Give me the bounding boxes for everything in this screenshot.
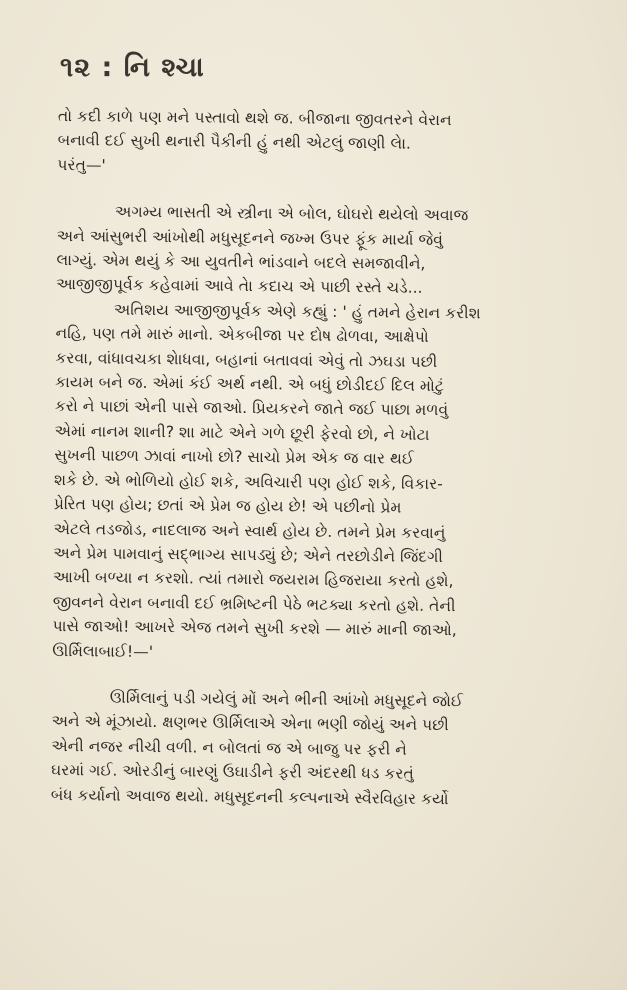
text-line: અતિશય આજીજીપૂર્વક એણે કહ્યું : ' હું તમને હેરાન કરીશ: [113, 300, 481, 323]
text-line: લાગ્યું. એમ થયું કે આ યુવતીને ભાંડવાને બદલે સમજાવીને,: [56, 251, 426, 273]
text-line: પરંતુ—': [57, 155, 106, 175]
text-line: એમાં નાનમ શાની? શા માટે એને ગળે છૂરી ફેરવો છો, ને ખોટા: [54, 421, 430, 444]
paragraph: [56, 199, 587, 302]
text-line: ઊર્મિલાબાઈ!—': [52, 641, 154, 661]
page-header: [60, 52, 205, 84]
text-line: અગમ્ય ભાસતી એ સ્ત્રીના એ બોલ, ઘોઘરો થયેલો અવાજ: [114, 202, 469, 225]
page-number: ૧૨: [60, 52, 92, 83]
text-line: ઘરમાં ગઈ. ઓરડીનું બારણું ઉઘાડીને ફરી અંદરથી ધડ કરતું: [50, 761, 414, 783]
text-line: જીવનને વેરાન બનાવી દઈ ભ્રમિષ્ટની પેઠે ભટક્યા કરતો હશે. તેની: [52, 592, 456, 615]
paragraph: [52, 297, 586, 669]
text-line: પાસે જાઓ! આખરે એજ તમને સુખી કરશે — મારું માની જાઓ,: [52, 617, 457, 640]
text-line: બનાવી દઈ સુખી થનારી પૈકીની હું નથી એટલું જાણી લેા.: [57, 131, 412, 154]
text-line: સુખની પાછળ ઝાવાં નાખો છો? સાચો પ્રેમ એક જ વાર થઈ: [54, 446, 415, 469]
text-line: આજીજીપૂર્વક કહેવામાં આવે તેા કદાચ એ પાછી રસ્તે ચડે...: [56, 275, 423, 298]
text-line: કાયમ બને જ. એમાં કંઈ અર્થ નથી. એ બધું છોડીદઈ દિલ મોટું: [54, 373, 444, 396]
text-line: પ્રેરિત પણ હોય; છતાં એ પ્રેમ જ હોય છે! એ પછીનો પ્રેમ: [53, 495, 402, 517]
text-line: તો કદી કાળે પણ મને પસ્તાવો થશે જ. બીજાના જીવતરને વેરાન: [57, 106, 452, 130]
text-line: ઊર્મિલાનું પડી ગયેલું મોં અને ભીની આંખો મધુસૂદને જોઈ: [109, 688, 464, 711]
paragraph: [57, 104, 588, 183]
text-line: અને પ્રેમ પામવાનું સદ્ભાગ્ય સાપડ્યું છે; એને તરછોડીને જિંદગી: [53, 543, 443, 566]
text-line: એની નજર નીચી વળી. ન બોલતાં જ એ બાજુ પર ફરી ને: [51, 736, 407, 759]
text-line: નહિ, પણ તમે મારું માનો. એકબીજા પર દોષ ઢોળવા, આક્ષેપો: [55, 324, 429, 347]
page-body: [51, 104, 588, 812]
text-line: બંધ કર્યાનો અવાજ થયો. મધુસૂદનની કલ્પનાએ સ્વૈરવિહાર કર્યો: [50, 785, 449, 808]
paragraph: [51, 685, 582, 813]
header-separator: :: [101, 52, 114, 83]
text-line: એટલે તડજોડ, નાદલાજ અને સ્વાર્થ હોય છે. તમને પ્રેમ કરવાનું: [53, 519, 446, 542]
text-line: શકે છે. એ ભોળિયો હોઈ શકે, અવિચારી પણ હોઈ શકે, વિકાર-: [53, 470, 443, 493]
text-line: કરો ને પાછાં એની પાસે જાઓ. પ્રિયકરને જાતે જઈ પાછા મળવું: [54, 397, 449, 420]
text-line: આખી બળ્યા ન કરશો. ત્યાં તમારો જયરામ હિજરાયા કરતો હશે,: [52, 568, 454, 591]
text-line: કરવા, વાંધાવચકા શેાધવા, બહાનાં બતાવવાં એવું તો ઝઘડા પછી: [55, 348, 438, 371]
text-line: અને આંસુભરી આંખોથી મધુસૂદનને જખ્મ ઉપર ફૂંક માર્યા જેવું: [56, 226, 444, 249]
running-title: નિ શ્ચા: [123, 52, 205, 83]
text-line: અને એ મૂંઝાયો. ક્ષણભર ઊર્મિલાએ એના ભણી જોયું અને પછી: [51, 712, 449, 735]
